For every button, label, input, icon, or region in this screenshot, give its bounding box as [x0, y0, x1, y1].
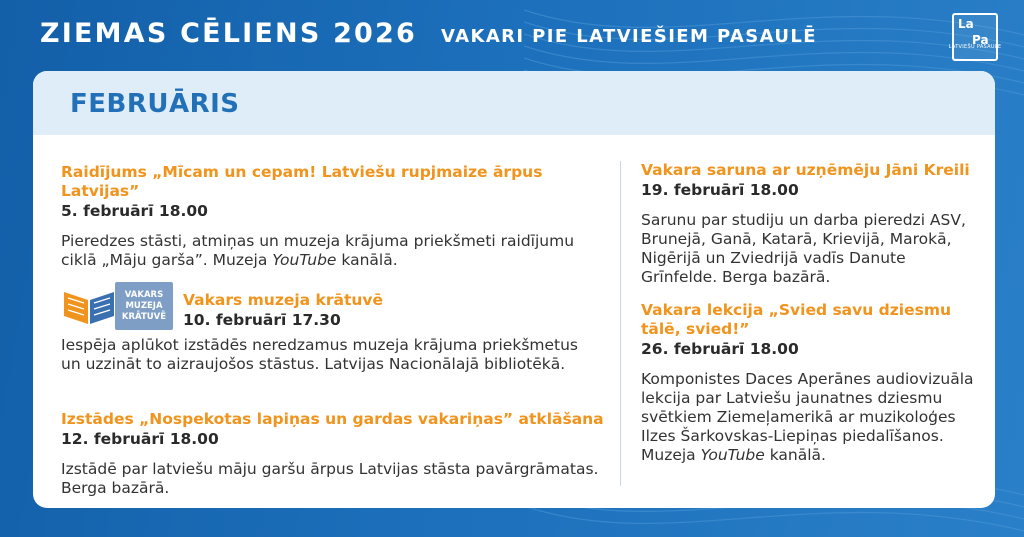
- event-description: Iespēja aplūkot izstādēs neredzamus muzeja krājuma priekšmetus un uzzināt to aizraujošos stāstus. Latvijas Nacionālajā bibliotēkā.: [61, 336, 579, 373]
- museum-storage-badge: [62, 282, 190, 330]
- header: [40, 18, 817, 49]
- event-description: Pieredzes stāsti, atmiņas un muzeja krājuma priekšmeti raidījumu ciklā „Māju garša”. Muzeja YouTube kanālā.: [61, 232, 575, 269]
- event-description: Komponistes Daces Aperānes audiovizuāla lekcija par Latviešu jaunatnes dziesmu svētkiem Ziemeļamerikā ar muzikoloģes Ilzes Šarkovskas-Liepiņas piedalīšanos. Muzeja YouTube kanālā.: [641, 370, 974, 464]
- event-date: 12. februārī 18.00: [61, 430, 219, 448]
- event-date: 10. februārī 17.30: [183, 311, 341, 329]
- month-heading: FEBRUĀRIS: [70, 89, 240, 119]
- page-title: ZIEMAS CĒLIENS 2026: [40, 18, 418, 49]
- page-subtitle: VAKARI PIE LATVIEŠIEM PASAULĒ: [441, 26, 817, 47]
- logo-caption: LATVIEŠU PASAULE: [948, 44, 1002, 50]
- event-title: Izstādes „Nospekotas lapiņas un gardas vakariņas” atklāšana: [61, 410, 604, 428]
- event-date: 5. februārī 18.00: [61, 202, 208, 220]
- event-description: Izstādē par latviešu māju garšu ārpus Latvijas stāsta pavārgrāmatas. Berga bazārā.: [61, 460, 599, 497]
- events-card: [33, 71, 995, 508]
- event-item: [183, 291, 563, 330]
- logo-text-bottom: Pa: [972, 33, 989, 47]
- lapa-logo: [952, 13, 998, 61]
- event-item: [61, 410, 621, 498]
- event-date: 19. februārī 18.00: [641, 181, 799, 199]
- event-title: Vakars muzeja krātuvē: [183, 291, 384, 309]
- book-icon: [62, 288, 116, 326]
- logo-text-top: La: [958, 17, 974, 31]
- event-item: [61, 163, 591, 270]
- event-title: Vakara saruna ar uzņēmēju Jāni Kreili: [641, 161, 970, 179]
- event-description: Sarunu par studiju un darba pieredzi ASV, Brunejā, Ganā, Katarā, Krievijā, Marokā, Nigērijā un Zviedrijā vadīs Danute Grīnfelde. Berga bazārā.: [641, 211, 966, 286]
- event-date: 26. februārī 18.00: [641, 340, 799, 358]
- event-description-block: [61, 336, 591, 374]
- card-header: [33, 71, 995, 135]
- event-item: [641, 161, 971, 287]
- event-title: Raidījums „Mīcam un cepam! Latviešu rupjmaize ārpus Latvijas”: [61, 163, 543, 200]
- event-item: [641, 301, 976, 465]
- badge-label: VAKARS MUZEJA KRĀTUVĒ: [115, 282, 173, 330]
- event-title: Vakara lekcija „Svied savu dziesmu tālē, svied!”: [641, 301, 952, 338]
